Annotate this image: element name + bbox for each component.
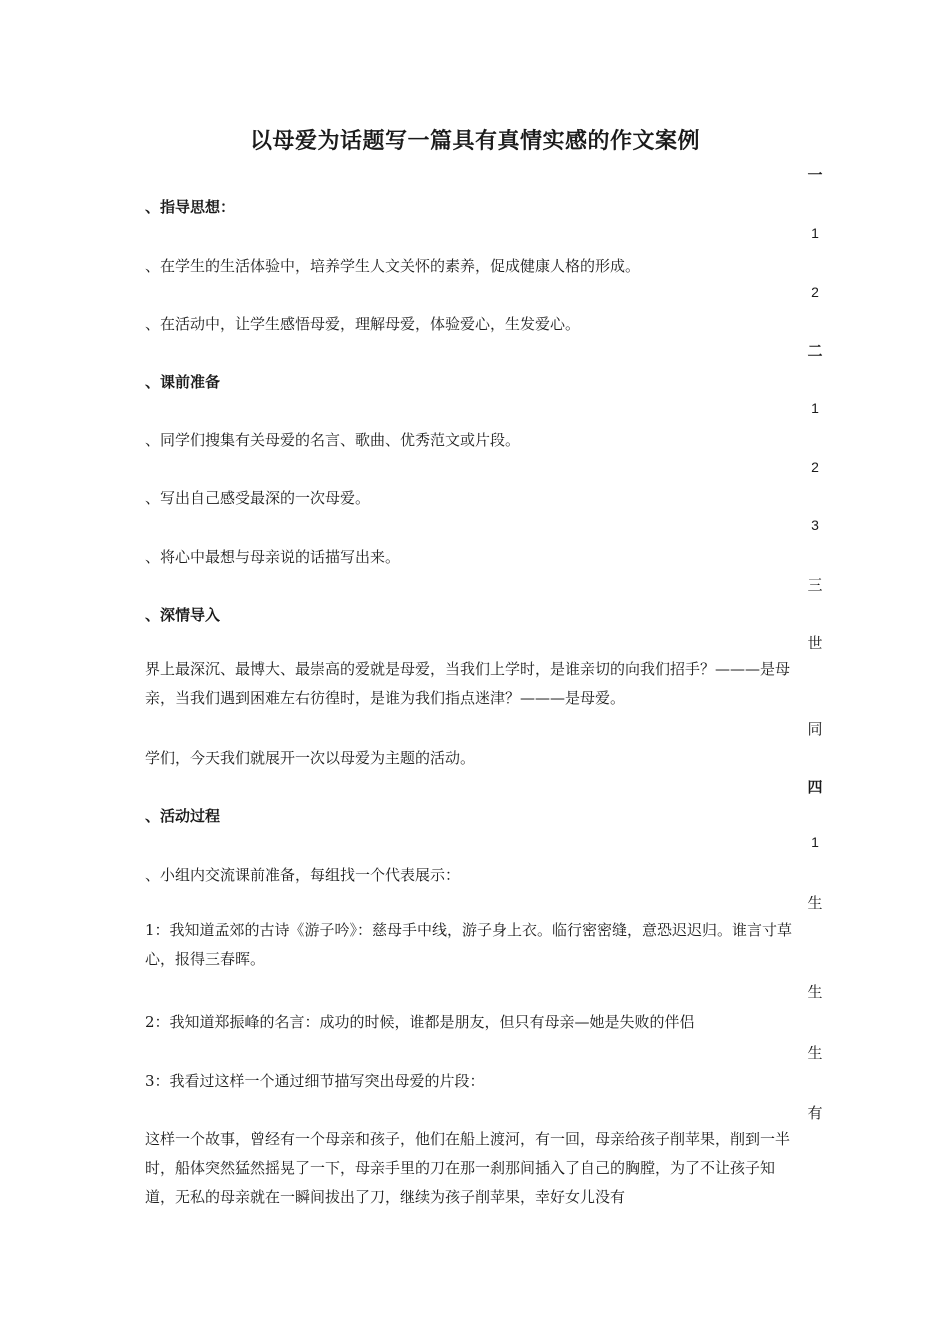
paragraph: 、小组内交流课前准备，每组找一个代表展示： bbox=[145, 866, 461, 884]
margin-marker: 2 bbox=[811, 459, 819, 475]
margin-marker: 三 bbox=[807, 576, 823, 594]
paragraph: 3：我看过这样一个通过细节描写突出母爱的片段： bbox=[145, 1072, 485, 1090]
margin-marker: 1 bbox=[811, 225, 819, 241]
paragraph: 界上最深沉、最博大、最崇高的爱就是母爱，当我们上学时，是谁亲切的向我们招手？———是母亲，当我们遇到困难左右彷徨时，是谁为我们指点迷津？———是母爱。 bbox=[145, 660, 791, 707]
paragraph: 、将心中最想与母亲说的话描写出来。 bbox=[145, 548, 401, 566]
margin-marker: 生 bbox=[807, 894, 823, 912]
paragraph: 2：我知道郑振峰的名言：成功的时候，谁都是朋友，但只有母亲—她是失败的伴侣 bbox=[145, 1013, 695, 1031]
paragraph: 1：我知道孟郊的古诗《游子吟》：慈母手中线，游子身上衣。临行密密缝，意恐迟迟归。谁言寸草心，报得三春晖。 bbox=[145, 921, 793, 968]
section-heading: 、指导思想： bbox=[145, 198, 236, 216]
paragraph: 、在活动中，让学生感悟母爱，理解母爱，体验爱心，生发爱心。 bbox=[145, 315, 581, 333]
section-heading: 、课前准备 bbox=[145, 373, 221, 391]
paragraph: 、同学们搜集有关母爱的名言、歌曲、优秀范文或片段。 bbox=[145, 431, 521, 449]
margin-marker: 1 bbox=[811, 400, 819, 416]
margin-marker: 世 bbox=[807, 634, 823, 652]
section-heading: 、深情导入 bbox=[145, 606, 221, 624]
margin-marker: 一 bbox=[807, 166, 823, 184]
margin-marker: 1 bbox=[811, 834, 819, 850]
margin-marker: 2 bbox=[811, 284, 819, 300]
margin-marker: 同 bbox=[807, 720, 823, 738]
document-title: 以母爱为话题写一篇具有真情实感的作文案例 bbox=[249, 129, 700, 154]
margin-marker: 生 bbox=[807, 1044, 823, 1062]
margin-marker: 生 bbox=[807, 983, 823, 1001]
margin-marker: 四 bbox=[807, 778, 823, 796]
paragraph: 这样一个故事，曾经有一个母亲和孩子，他们在船上渡河，有一回，母亲给孩子削苹果，削到一半时，船体突然猛然摇晃了一下，母亲手里的刀在那一刹那间插入了自己的胸膛，为了不让孩子知道，无私的母亲就在一瞬间拔出了刀，继续为孩子削苹果，幸好女儿没有 bbox=[145, 1130, 791, 1206]
paragraph: 、写出自己感受最深的一次母爱。 bbox=[145, 489, 371, 507]
margin-marker: 3 bbox=[811, 517, 819, 533]
section-heading: 、活动过程 bbox=[145, 807, 221, 825]
paragraph: 学们，今天我们就展开一次以母爱为主题的活动。 bbox=[145, 749, 476, 767]
margin-marker: 有 bbox=[807, 1104, 823, 1122]
paragraph: 、在学生的生活体验中，培养学生人文关怀的素养，促成健康人格的形成。 bbox=[145, 257, 641, 275]
margin-marker: 二 bbox=[807, 342, 823, 360]
